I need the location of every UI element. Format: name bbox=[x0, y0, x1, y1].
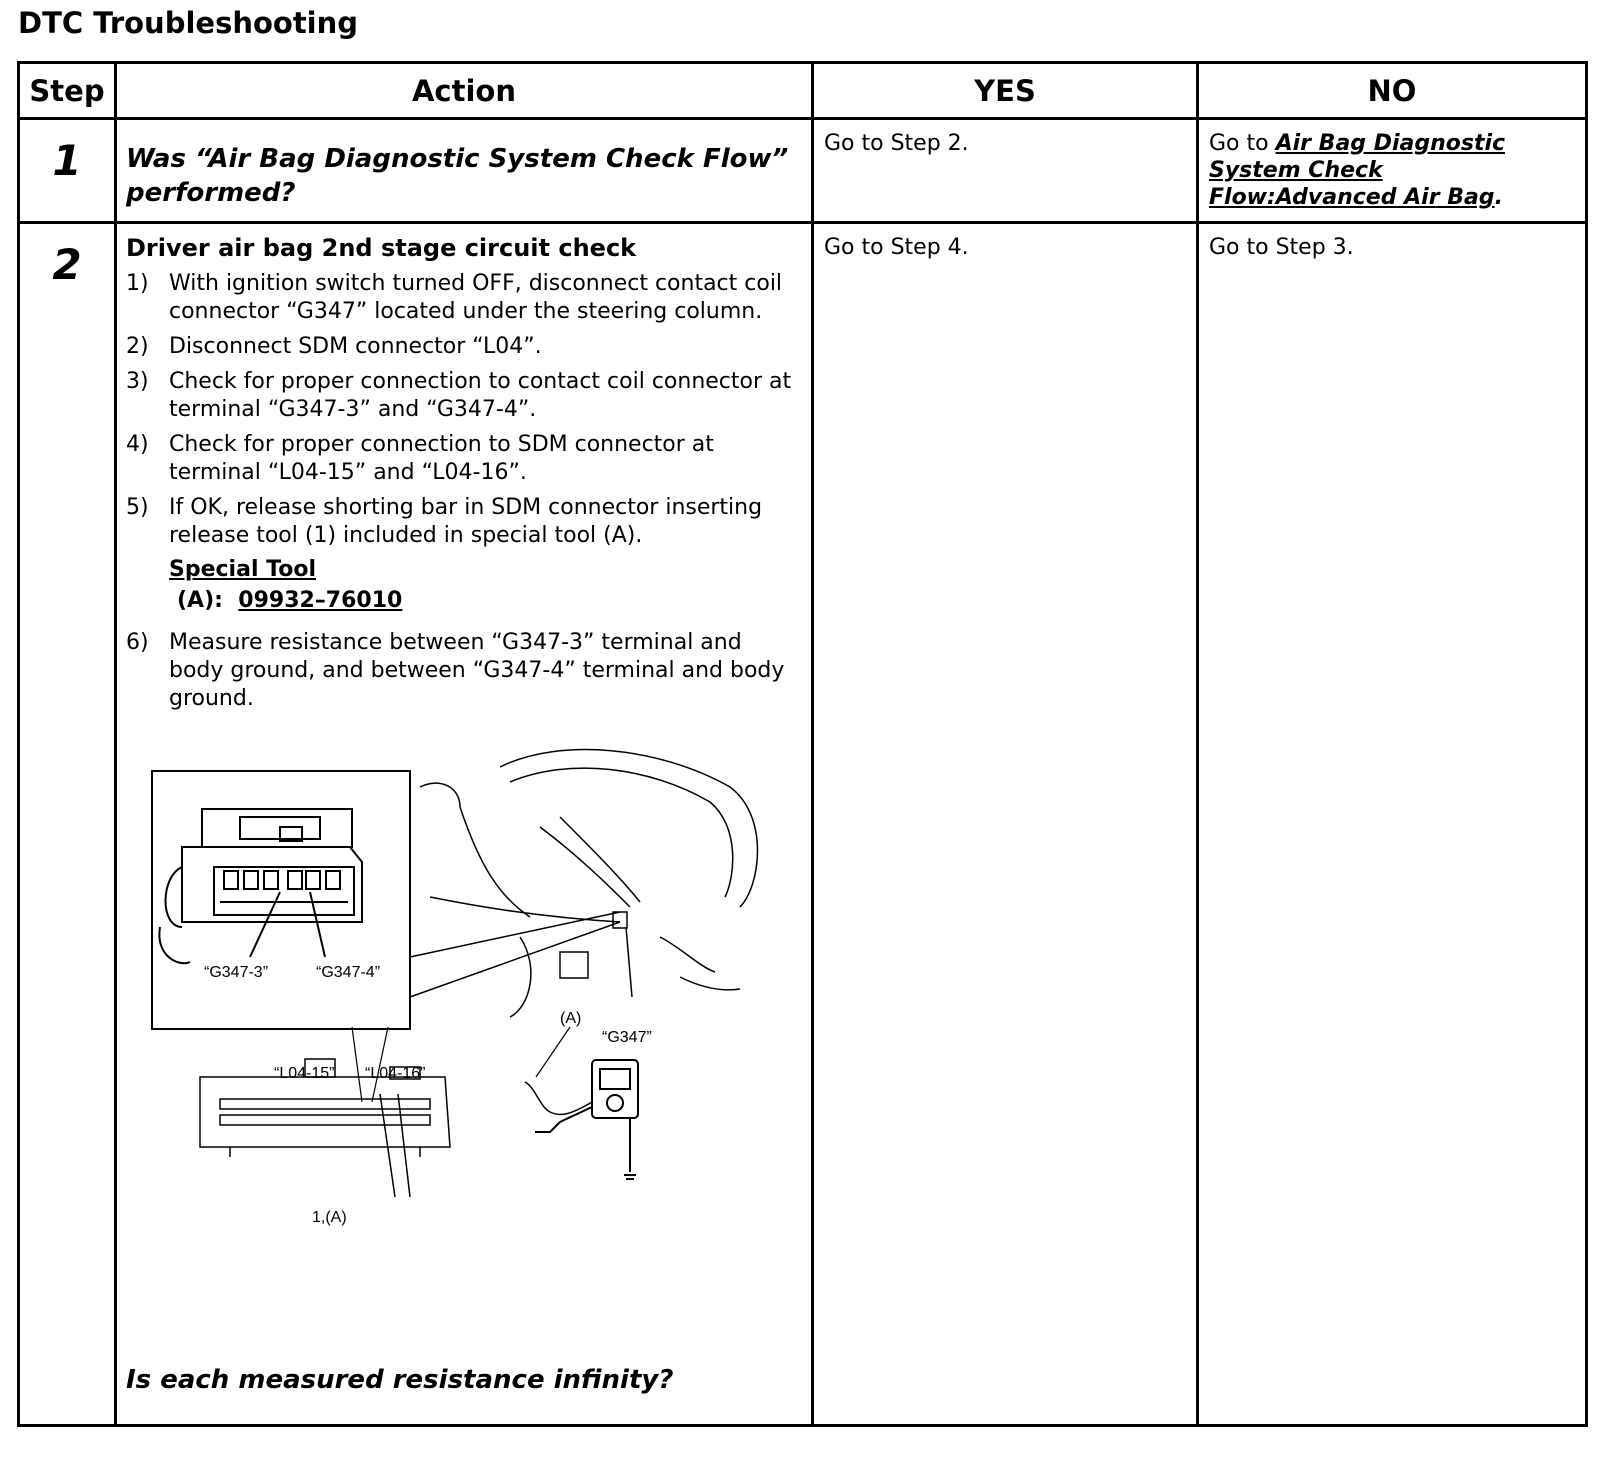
label-g347-4: “G347-4” bbox=[316, 964, 381, 981]
table-row-step-2 bbox=[19, 223, 1587, 1426]
air-bag-check-flow-link[interactable]: Air Bag Diagnostic System Check Flow:Advanced Air Bag bbox=[1209, 131, 1506, 210]
procedure-item bbox=[126, 333, 803, 361]
label-tool-1a: 1,(A) bbox=[312, 1209, 347, 1226]
g347-connector-drawing bbox=[159, 809, 362, 963]
procedure-item bbox=[126, 629, 803, 713]
item-number: 4) bbox=[126, 432, 149, 457]
connector-illustration bbox=[140, 727, 780, 1237]
ohmmeter-drawing bbox=[525, 1027, 638, 1179]
connector-diagram bbox=[140, 727, 780, 1237]
step-2-question: Is each measured resistance infinity? bbox=[126, 1365, 674, 1395]
header-no: NO bbox=[1198, 63, 1587, 119]
dtc-table bbox=[17, 61, 1588, 1427]
special-tool-title: Special Tool bbox=[169, 557, 316, 582]
header-step: Step bbox=[19, 63, 116, 119]
no-cell-1 bbox=[1198, 119, 1587, 223]
table-row-step-1 bbox=[19, 119, 1587, 223]
item-number: 2) bbox=[126, 334, 149, 359]
no-cell-1-prefix: Go to bbox=[1209, 131, 1276, 156]
header-action: Action bbox=[116, 63, 813, 119]
label-l04-15: “L04-15” bbox=[274, 1065, 335, 1082]
sdm-connector-drawing bbox=[200, 1027, 450, 1197]
step-1-question: Was “Air Bag Diagnostic System Check Flow” performed? bbox=[126, 144, 789, 208]
header-yes: YES bbox=[813, 63, 1198, 119]
step-number-1: 1 bbox=[19, 119, 116, 223]
procedure-item bbox=[126, 270, 803, 326]
action-cell-1 bbox=[116, 119, 813, 223]
table-header-row bbox=[19, 63, 1587, 119]
label-l04-16: “L04-16” bbox=[365, 1065, 426, 1082]
procedure-item bbox=[126, 368, 803, 424]
action-cell-2 bbox=[116, 223, 813, 1426]
item-text: Check for proper connection to SDM connector at terminal “L04-15” and “L04-16”. bbox=[169, 432, 714, 485]
item-text: With ignition switch turned OFF, disconnect contact coil connector “G347” located under the steering column. bbox=[169, 271, 783, 324]
item-number: 5) bbox=[126, 495, 149, 520]
label-g347-3: “G347-3” bbox=[204, 964, 269, 981]
item-text: Measure resistance between “G347-3” terminal and body ground, and between “G347-4” terminal and body ground. bbox=[169, 630, 785, 711]
special-tool-line bbox=[177, 588, 803, 613]
no-cell-1-suffix: . bbox=[1494, 185, 1503, 210]
item-text: Disconnect SDM connector “L04”. bbox=[169, 334, 542, 359]
procedure-item bbox=[126, 431, 803, 487]
item-text: Check for proper connection to contact coil connector at terminal “G347-3” and “G347-4”. bbox=[169, 369, 792, 422]
item-number: 6) bbox=[126, 630, 149, 655]
item-number: 1) bbox=[126, 271, 149, 296]
yes-cell-2: Go to Step 4. bbox=[813, 223, 1198, 1426]
item-text: If OK, release shorting bar in SDM connector inserting release tool (1) included in special tool (A). bbox=[169, 495, 763, 548]
steering-column-drawing bbox=[420, 750, 758, 1017]
step-number-2: 2 bbox=[19, 223, 116, 1426]
item-number: 3) bbox=[126, 369, 149, 394]
procedure-item bbox=[126, 494, 803, 550]
procedure-list-continued bbox=[126, 629, 803, 713]
special-tool-number-link[interactable]: 09932–76010 bbox=[238, 588, 403, 613]
label-tool-a: (A) bbox=[560, 1010, 582, 1027]
procedure-list bbox=[126, 270, 803, 550]
page-title: DTC Troubleshooting bbox=[18, 6, 359, 40]
yes-cell-1: Go to Step 2. bbox=[813, 119, 1198, 223]
special-tool-label: (A): bbox=[177, 588, 223, 613]
step-2-heading: Driver air bag 2nd stage circuit check bbox=[126, 234, 637, 262]
no-cell-2: Go to Step 3. bbox=[1198, 223, 1587, 1426]
label-g347: “G347” bbox=[602, 1029, 652, 1046]
